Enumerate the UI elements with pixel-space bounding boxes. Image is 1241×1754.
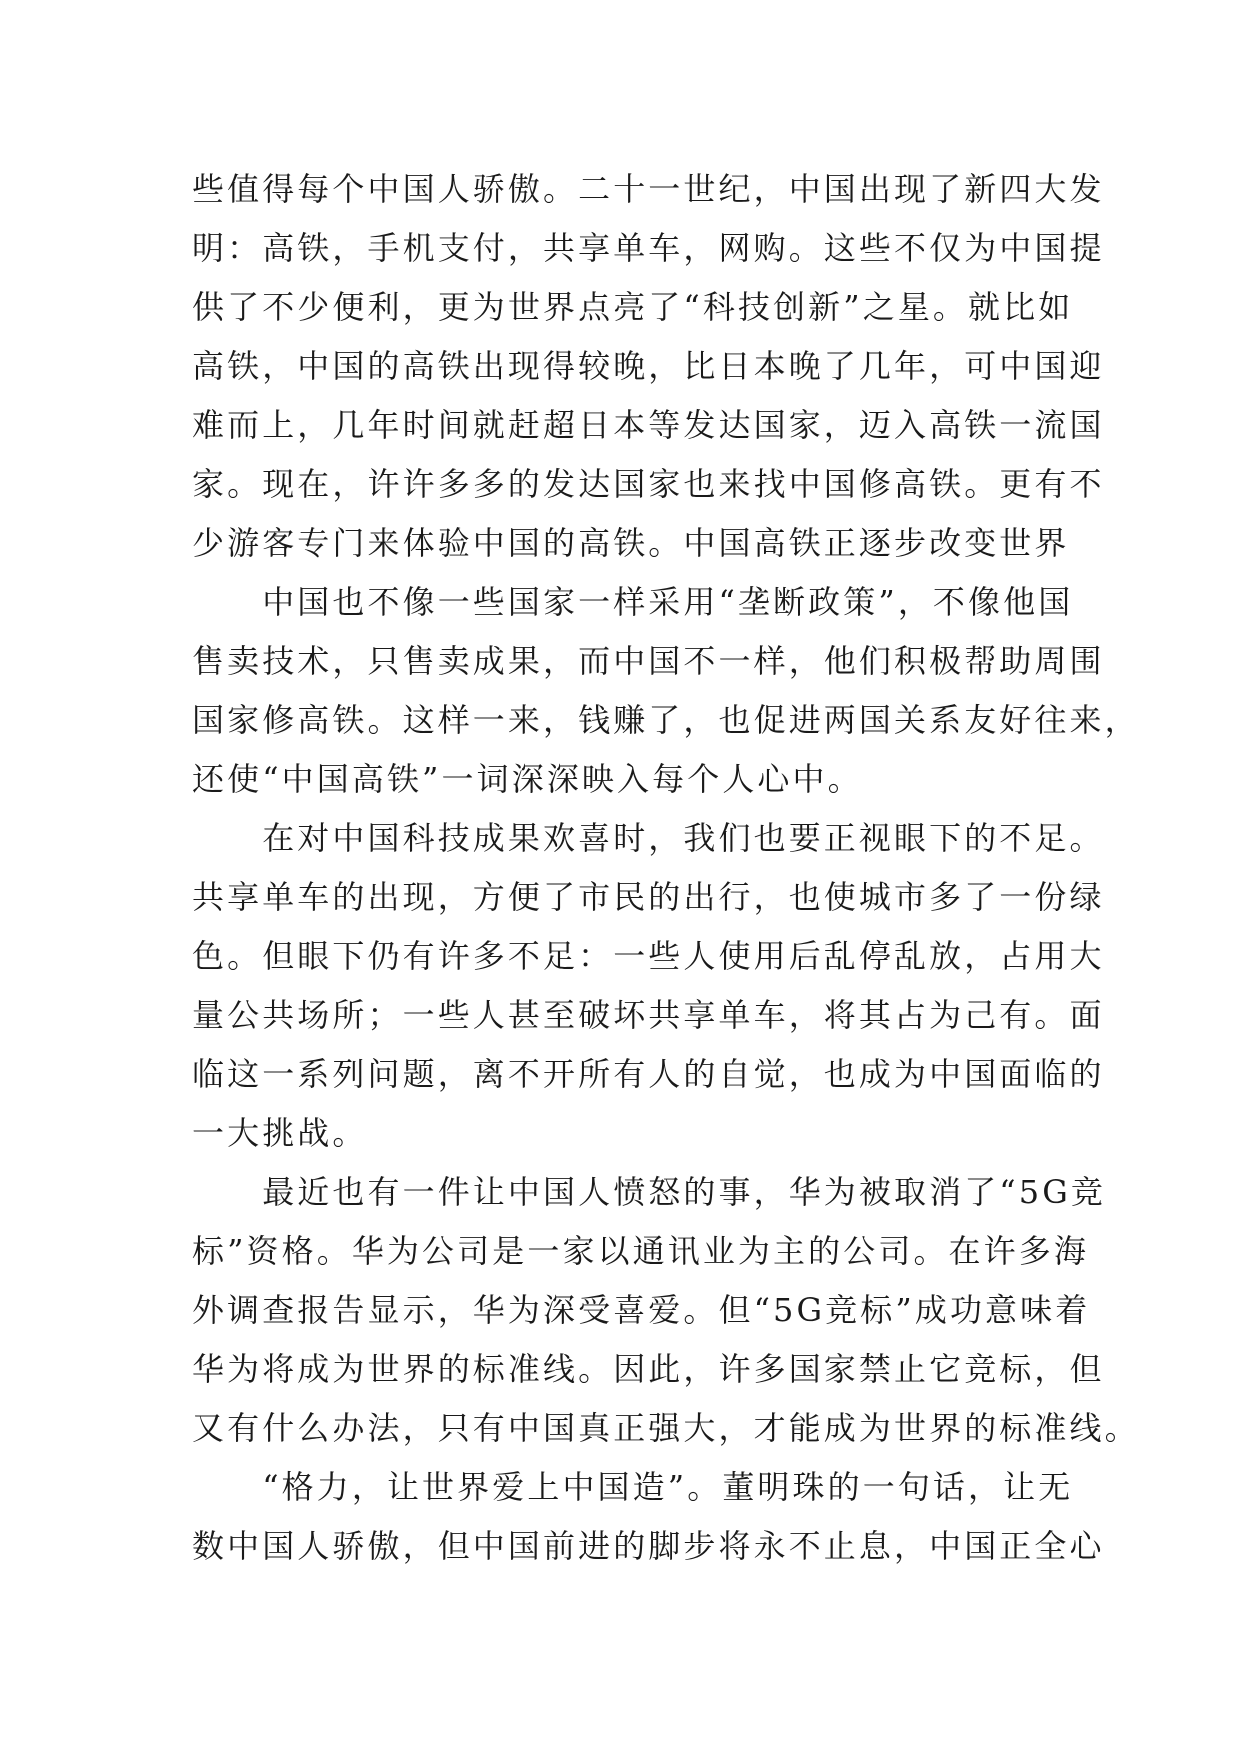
text-line: 难而上，几年时间就赶超日本等发达国家，迈入高铁一流国 [192, 406, 1105, 444]
text-line: 中国也不像一些国家一样采用“垄断政策”，不像他国 [192, 583, 1074, 621]
text-line: 色。但眼下仍有许多不足：一些人使用后乱停乱放，占用大 [192, 937, 1105, 975]
text-line: 又有什么办法，只有中国真正强大，才能成为世界的标准线。 [192, 1409, 1140, 1447]
text-line: 量公共场所；一些人甚至破坏共享单车，将其占为己有。面 [192, 996, 1105, 1034]
text-line: 数中国人骄傲，但中国前进的脚步将永不止息，中国正全心 [192, 1527, 1105, 1565]
text-line: 些值得每个中国人骄傲。二十一世纪，中国出现了新四大发 [192, 170, 1105, 208]
text-line: 高铁，中国的高铁出现得较晚，比日本晚了几年，可中国迎 [192, 347, 1105, 385]
text-line: “格力，让世界爱上中国造”。董明珠的一句话，让无 [192, 1468, 1074, 1506]
text-line: 国家修高铁。这样一来，钱赚了，也促进两国关系友好往来， [192, 701, 1140, 739]
text-line: 售卖技术，只售卖成果，而中国不一样，他们积极帮助周围 [192, 642, 1105, 680]
text-line: 供了不少便利，更为世界点亮了“科技创新”之星。就比如 [192, 288, 1074, 326]
text-line: 明：高铁，手机支付，共享单车，网购。这些不仅为中国提 [192, 229, 1105, 267]
text-line: 在对中国科技成果欢喜时，我们也要正视眼下的不足。 [192, 819, 1105, 857]
text-line: 外调查报告显示，华为深受喜爱。但“5G竞标”成功意味着 [192, 1291, 1091, 1329]
text-line: 标”资格。华为公司是一家以通讯业为主的公司。在许多海 [192, 1232, 1089, 1270]
text-line: 少游客专门来体验中国的高铁。中国高铁正逐步改变世界 [192, 524, 1070, 562]
text-line: 共享单车的出现，方便了市民的出行，也使城市多了一份绿 [192, 878, 1105, 916]
text-line: 最近也有一件让中国人愤怒的事，华为被取消了“5G竞 [192, 1173, 1106, 1211]
essay-body [192, 160, 1140, 1576]
text-line: 临这一系列问题，离不开所有人的自觉，也成为中国面临的 [192, 1055, 1105, 1093]
text-line: 华为将成为世界的标准线。因此，许多国家禁止它竞标，但 [192, 1350, 1105, 1388]
text-line: 家。现在，许许多多的发达国家也来找中国修高铁。更有不 [192, 465, 1105, 503]
text-line: 一大挑战。 [192, 1114, 368, 1152]
text-line: 还使“中国高铁”一词深深映入每个人心中。 [192, 760, 863, 798]
